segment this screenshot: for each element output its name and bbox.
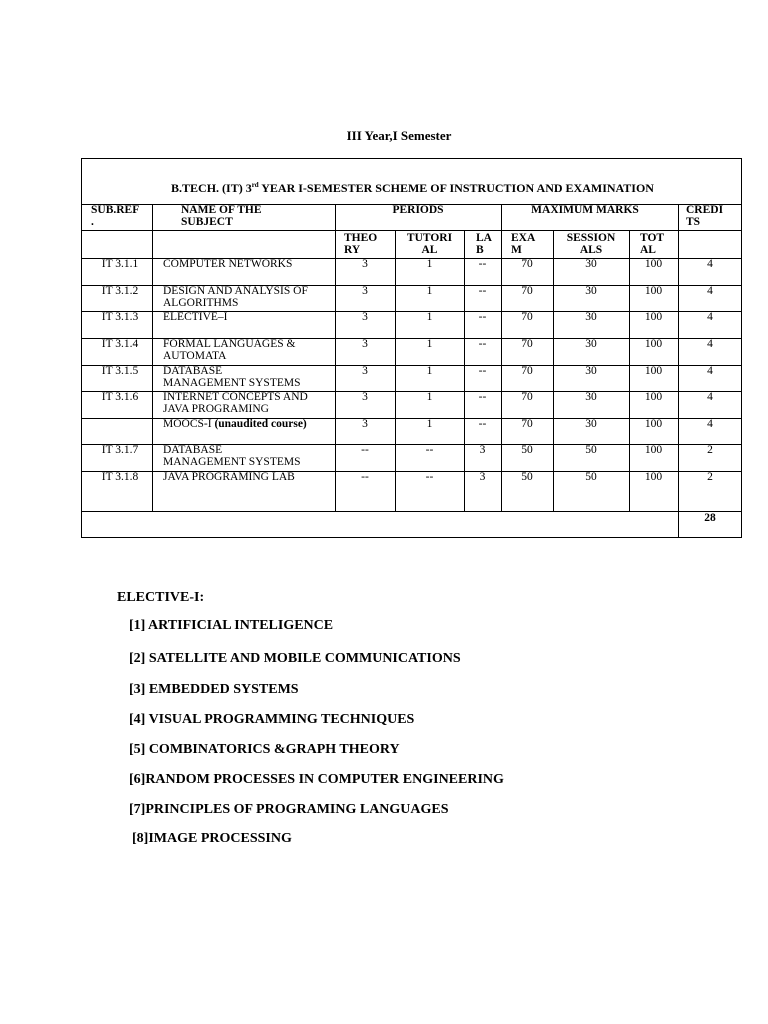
header-subref: SUB.REF . <box>91 204 140 228</box>
row-ref: IT 3.1.3 <box>101 311 139 323</box>
elective-item: [4] VISUAL PROGRAMMING TECHNIQUES <box>129 712 415 727</box>
elective-item: [5] COMBINATORICS &GRAPH THEORY <box>129 742 400 757</box>
row-ref: IT 3.1.1 <box>101 258 139 270</box>
row-subject-name: COMPUTER NETWORKS <box>163 258 293 270</box>
row-theory: 3 <box>362 418 368 430</box>
row-tutorial: 1 <box>426 311 433 323</box>
row-sessionals: 30 <box>585 285 597 297</box>
row-subject-name: FORMAL LANGUAGES & AUTOMATA <box>163 338 296 362</box>
header-theory: THEO RY <box>344 232 378 256</box>
table-heading: B.TECH. (IT) 3rd YEAR I-SEMESTER SCHEME OF INSTRUCTION AND EXAMINATION <box>171 181 654 195</box>
row-lab: 3 <box>479 471 486 483</box>
row-credits: 4 <box>707 285 713 297</box>
header-lab: LA B <box>476 232 492 256</box>
row-lab: -- <box>478 365 487 377</box>
row-ref: IT 3.1.8 <box>101 471 139 483</box>
row-tutorial: 1 <box>426 418 433 430</box>
row-sessionals: 30 <box>585 311 597 323</box>
row-exam: 70 <box>521 258 533 270</box>
elective-item: [1] ARTIFICIAL INTELIGENCE <box>129 618 334 633</box>
row-subject-name: DATABASE MANAGEMENT SYSTEMS <box>163 365 301 389</box>
elective-item: [8]IMAGE PROCESSING <box>132 831 292 846</box>
row-subject-name: INTERNET CONCEPTS AND JAVA PROGRAMING <box>163 391 308 415</box>
elective-title: ELECTIVE-I: <box>117 590 205 605</box>
row-ref: IT 3.1.6 <box>101 391 139 403</box>
row-lab: -- <box>478 338 487 350</box>
header-credits: CREDI TS <box>686 204 724 228</box>
row-total: 100 <box>644 365 663 377</box>
row-theory: 3 <box>362 258 368 270</box>
row-exam: 70 <box>521 285 533 297</box>
row-subject-name: JAVA PROGRAMING LAB <box>163 471 295 483</box>
row-lab: -- <box>478 258 487 270</box>
scheme-table <box>81 158 742 538</box>
row-sessionals: 30 <box>585 391 597 403</box>
row-total: 100 <box>644 391 663 403</box>
row-total: 100 <box>644 338 663 350</box>
row-credits: 4 <box>707 258 713 270</box>
row-credits: 4 <box>707 365 713 377</box>
row-subject-name: DATABASE MANAGEMENT SYSTEMS <box>163 444 301 468</box>
header-subject-name: NAME OF THE SUBJECT <box>181 204 262 228</box>
row-lab: -- <box>478 285 487 297</box>
row-ref: IT 3.1.4 <box>101 338 139 350</box>
col-divider <box>152 204 153 511</box>
row-total: 100 <box>644 258 663 270</box>
header-exam: EXA M <box>511 232 536 256</box>
row-exam: 70 <box>521 391 533 403</box>
row-lab: 3 <box>479 444 486 456</box>
row-total: 100 <box>644 285 663 297</box>
row-credits: 2 <box>707 471 713 483</box>
header-total: TOT AL <box>640 232 665 256</box>
row-exam: 50 <box>521 471 533 483</box>
total-credits: 28 <box>704 512 716 524</box>
row-credits: 4 <box>707 338 713 350</box>
elective-item: [7]PRINCIPLES OF PROGRAMING LANGUAGES <box>129 802 449 817</box>
row-credits: 2 <box>707 444 713 456</box>
row-sessionals: 30 <box>585 365 597 377</box>
row-theory: 3 <box>362 311 368 323</box>
row-total: 100 <box>644 311 663 323</box>
row-tutorial: 1 <box>426 338 433 350</box>
col-divider <box>335 204 336 511</box>
header-tutorial: TUTORI AL <box>406 232 453 256</box>
elective-item: [2] SATELLITE AND MOBILE COMMUNICATIONS <box>129 651 461 666</box>
row-theory: 3 <box>362 365 368 377</box>
row-sessionals: 50 <box>585 471 597 483</box>
row-total: 100 <box>644 444 663 456</box>
subheader-divider <box>335 230 678 231</box>
row-sessionals: 30 <box>585 418 597 430</box>
row-lab: -- <box>478 311 487 323</box>
row-theory: 3 <box>362 338 368 350</box>
row-sessionals: 30 <box>585 258 597 270</box>
header-maximum-marks: MAXIMUM MARKS <box>531 204 639 216</box>
row-lab: -- <box>478 418 487 430</box>
row-lab: -- <box>478 391 487 403</box>
row-divider <box>82 511 742 512</box>
row-ref: IT 3.1.5 <box>101 365 139 377</box>
row-sessionals: 50 <box>585 444 597 456</box>
row-total: 100 <box>644 471 663 483</box>
row-ref: IT 3.1.2 <box>101 285 139 297</box>
row-theory: 3 <box>362 391 368 403</box>
row-tutorial: -- <box>425 444 434 456</box>
row-exam: 70 <box>521 338 533 350</box>
row-theory: -- <box>361 471 369 483</box>
row-exam: 70 <box>521 311 533 323</box>
page-title: III Year,I Semester <box>346 128 452 143</box>
row-tutorial: -- <box>425 471 434 483</box>
elective-item: [3] EMBEDDED SYSTEMS <box>129 682 299 697</box>
row-exam: 70 <box>521 365 533 377</box>
elective-item: [6]RANDOM PROCESSES IN COMPUTER ENGINEERING <box>129 772 504 787</box>
row-exam: 70 <box>521 418 533 430</box>
row-subject-name: DESIGN AND ANALYSIS OF ALGORITHMS <box>163 285 308 309</box>
row-subject-name: MOOCS-I (unaudited course) <box>163 418 307 430</box>
row-total: 100 <box>644 418 663 430</box>
row-credits: 4 <box>707 418 713 430</box>
header-sessionals: SESSION ALS <box>566 232 616 256</box>
row-exam: 50 <box>521 444 533 456</box>
row-ref: IT 3.1.7 <box>101 444 139 456</box>
row-tutorial: 1 <box>426 365 433 377</box>
row-subject-name: ELECTIVE–I <box>163 311 228 323</box>
row-tutorial: 1 <box>426 391 433 403</box>
row-sessionals: 30 <box>585 338 597 350</box>
header-periods: PERIODS <box>392 204 444 216</box>
row-credits: 4 <box>707 311 713 323</box>
row-tutorial: 1 <box>426 285 433 297</box>
row-credits: 4 <box>707 391 713 403</box>
row-theory: -- <box>361 444 369 456</box>
row-theory: 3 <box>362 285 368 297</box>
row-tutorial: 1 <box>426 258 433 270</box>
